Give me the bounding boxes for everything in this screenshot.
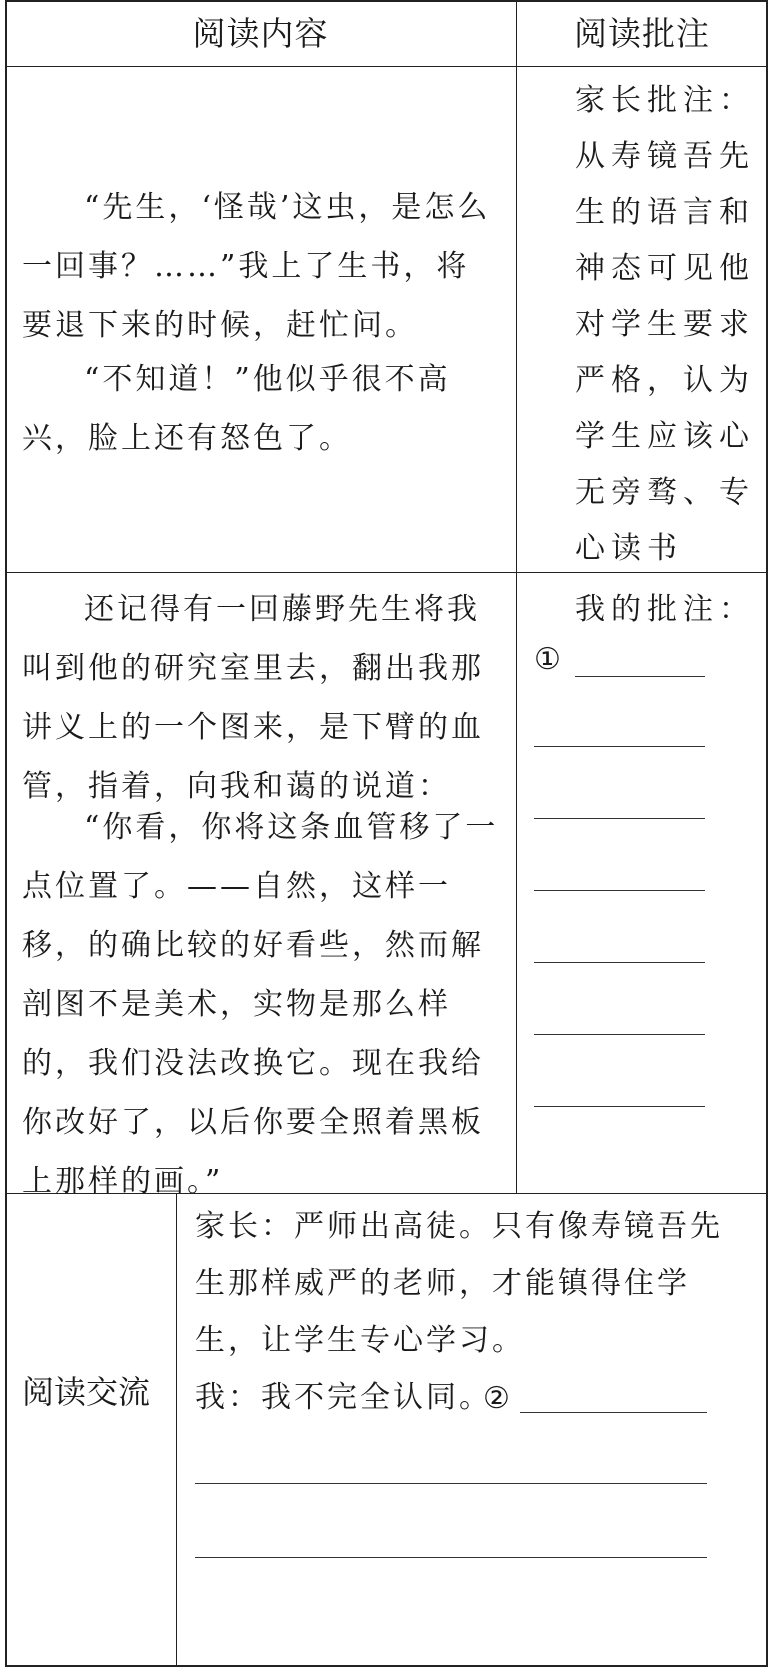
- answer-line-2: [534, 746, 705, 747]
- row1-annotation-label: 家长批注：: [575, 83, 755, 118]
- blank-marker-2: ②: [483, 1381, 513, 1416]
- parent-opinion: 家长：严师出高徒。只有像寿镜吾先生那样威严的老师，才能镇得住学生，让学生专心学习。: [195, 1209, 723, 1358]
- answer-line-6: [534, 1034, 705, 1035]
- exchange-line-2: [195, 1483, 707, 1484]
- exchange-label: 阅读交流: [22, 1373, 151, 1411]
- answer-line-7: [534, 1106, 705, 1107]
- label-column-divider: [176, 1193, 177, 1667]
- header-content: 阅读内容: [192, 14, 329, 53]
- exchange-line-1: [520, 1412, 707, 1413]
- answer-line-1: [575, 676, 705, 677]
- my-opinion: 我：我不完全认同。: [195, 1380, 492, 1415]
- row1-paragraph-2: “不知道！”他似乎很不高兴，脸上还有怒色了。: [22, 362, 451, 456]
- column-divider: [516, 0, 517, 1193]
- row1-annotation-text: 从寿镜吾先生的语言和神态可见他对学生要求严格，认为学生应该心无旁骛、专心读书: [575, 139, 755, 566]
- answer-line-4: [534, 890, 705, 891]
- blank-marker-1: ①: [534, 642, 564, 677]
- header-divider: [5, 66, 768, 67]
- answer-line-5: [534, 962, 705, 963]
- exchange-line-3: [195, 1557, 707, 1558]
- row2-annotation-label: 我的批注：: [575, 592, 755, 627]
- row1-paragraph-1: “先生，‘怪哉’这虫，是怎么一回事？……”我上了生书，将要退下来的时候，赶忙问。: [22, 190, 491, 343]
- row2-paragraph-1: 还记得有一回藤野先生将我叫到他的研究室里去，翻出我那讲义上的一个图来，是下臂的血管，指着，向我和蔼的说道：: [22, 592, 484, 804]
- answer-line-3: [534, 818, 705, 819]
- header-annotation: 阅读批注: [574, 14, 710, 53]
- row2-paragraph-2: “你看，你将这条血管移了一点位置了。——自然，这样一移，的确比较的好看些，然而解剖图不是美术，实物是那么样的，我们没法改换它。现在我给你改好了，以后你要全照着黑板上那样的画。”: [22, 810, 499, 1199]
